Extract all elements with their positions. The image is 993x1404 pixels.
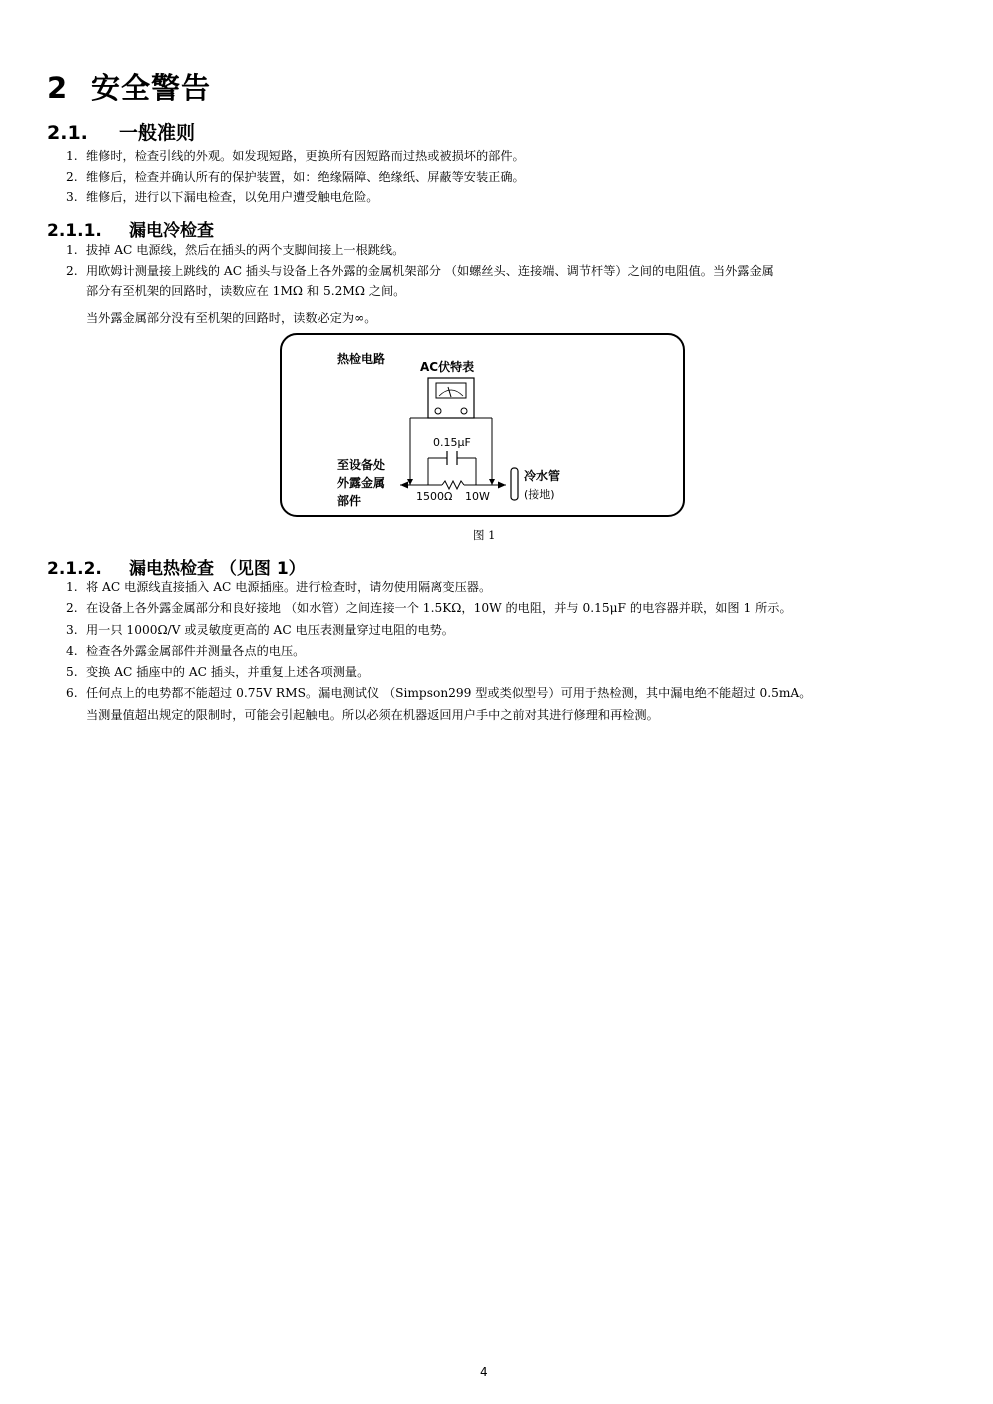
list-item <box>66 598 811 619</box>
item-number: 4. <box>66 643 78 658</box>
hot-check-list <box>66 577 811 726</box>
section-2-1-2-heading <box>47 554 306 579</box>
resistor-value: 1500Ω <box>416 490 453 503</box>
section-2-1-number: 2.1. <box>47 122 88 144</box>
item-text: 在设备上各外露金属部分和良好接地 （如水管）之间连接一个 1.5KΩ，10W 的电阻，并与 0.15μF 的电容器并联，如图 1 所示。 <box>86 601 792 616</box>
left-label-line2: 外露金属 <box>337 476 386 490</box>
figure-caption: 图 1 <box>473 528 496 542</box>
list-item <box>66 641 811 662</box>
item-number: 2. <box>66 601 78 616</box>
item-text: 维修后，检查并确认所有的保护装置，如：绝缘隔障、绝缘纸、屏蔽等安装正确。 <box>86 169 525 184</box>
hot-check-circuit-figure <box>280 333 686 523</box>
section-2-1-title: 一般准则 <box>119 122 196 144</box>
water-pipe-icon <box>511 468 518 500</box>
section-2-1-1-heading <box>47 216 214 241</box>
general-rules-list <box>66 146 525 208</box>
list-item <box>66 577 811 598</box>
circuit-diagram <box>280 333 686 519</box>
item-text: 部分有至机架的回路时，读数应在 1MΩ 和 5.2MΩ 之间。 <box>86 284 406 298</box>
capacitor-value: 0.15μF <box>433 436 471 449</box>
list-item-continuation <box>66 705 811 726</box>
list-item <box>66 240 774 261</box>
figure-title: 热检电路 <box>337 352 386 366</box>
right-label-line1: 冷水管 <box>524 469 561 483</box>
item-number: 6. <box>66 686 78 701</box>
list-item <box>66 167 525 188</box>
item-number: 1. <box>66 580 78 594</box>
list-item <box>66 261 774 282</box>
left-label-line1: 至设备处 <box>337 458 386 472</box>
item-number: 5. <box>66 665 78 680</box>
list-item <box>66 620 811 641</box>
section-2-1-2-number: 2.1.2. <box>47 559 102 579</box>
section-title: 安全警告 <box>91 71 212 105</box>
meter-label: AC伏特表 <box>420 360 475 374</box>
right-label-line2: (接地) <box>524 488 555 501</box>
list-item <box>66 662 811 683</box>
item-text: 当测量值超出规定的限制时，可能会引起触电。所以必须在机器返回用户手中之前对其进行修理和再检测。 <box>86 707 659 722</box>
item-number: 1. <box>66 149 78 163</box>
item-number: 2. <box>66 263 78 278</box>
item-number: 3. <box>66 622 78 637</box>
item-text: 检查各外露金属部件并测量各点的电压。 <box>86 643 306 658</box>
item-text: 维修后，进行以下漏电检查，以免用户遭受触电危险。 <box>86 190 379 204</box>
item-text: 变换 AC 插座中的 AC 插头，并重复上述各项测量。 <box>86 665 370 680</box>
section-2-1-1-title: 漏电冷检查 <box>129 221 214 241</box>
page-title <box>47 66 211 107</box>
section-number: 2 <box>47 71 69 105</box>
item-text: 任何点上的电势都不能超过 0.75V RMS。漏电测试仪 （Simpson299 型或类似型号）可用于热检测，其中漏电绝不能超过 0.5mA。 <box>86 686 812 701</box>
list-item <box>66 683 811 704</box>
item-text: 将 AC 电源线直接插入 AC 电源插座。进行检查时，请勿使用隔离变压器。 <box>86 580 492 594</box>
item-text: 用一只 1000Ω/V 或灵敏度更高的 AC 电压表测量穿过电阻的电势。 <box>86 622 454 637</box>
cold-check-note: 当外露金属部分没有至机架的回路时，读数必定为∞。 <box>86 311 377 325</box>
list-item <box>66 187 525 208</box>
section-2-1-1-number: 2.1.1. <box>47 221 102 241</box>
page-number: 4 <box>480 1365 488 1379</box>
section-2-1-2-title: 漏电热检查 （见图 1） <box>129 559 306 579</box>
section-2-1-heading <box>47 118 195 145</box>
item-number: 3. <box>66 190 78 204</box>
left-label-line3: 部件 <box>337 494 362 508</box>
item-text: 用欧姆计测量接上跳线的 AC 插头与设备上各外露的金属机架部分 （如螺丝头、连接端、调节杆等）之间的电阻值。当外露金属 <box>86 263 774 278</box>
list-item-continuation <box>66 281 774 302</box>
item-number: 1. <box>66 243 78 257</box>
item-number: 2. <box>66 169 78 184</box>
item-text: 拔掉 AC 电源线，然后在插头的两个支脚间接上一根跳线。 <box>86 243 405 257</box>
cold-check-list <box>66 240 774 302</box>
list-item <box>66 146 525 167</box>
item-text: 维修时，检查引线的外观。如发现短路，更换所有因短路而过热或被损坏的部件。 <box>86 149 525 163</box>
resistor-power: 10W <box>465 490 490 503</box>
